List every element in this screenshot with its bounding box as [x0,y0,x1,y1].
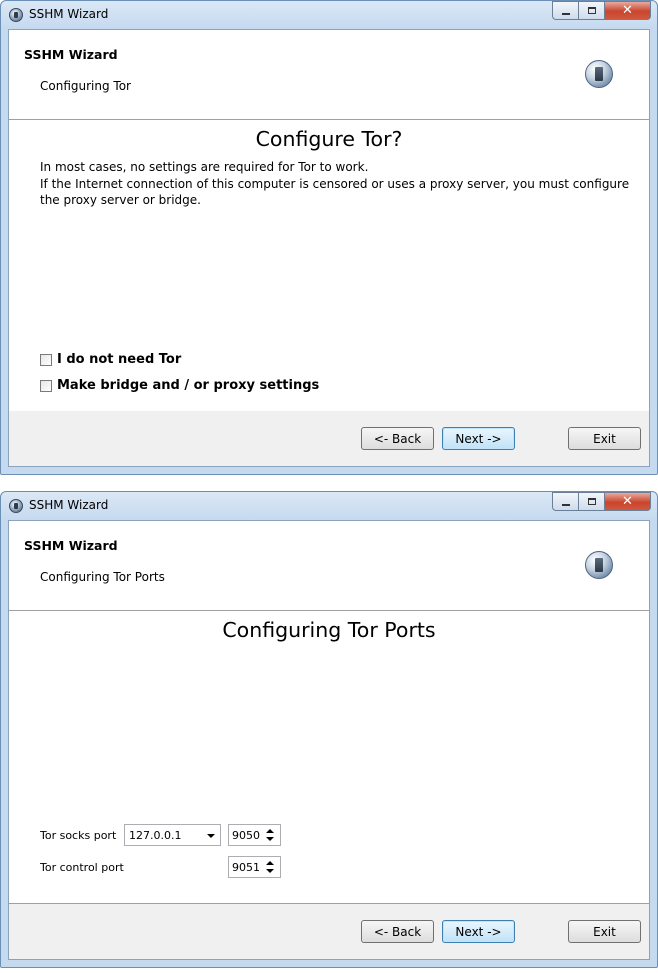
minimize-button[interactable] [552,492,579,511]
app-icon[interactable] [9,499,23,513]
title-bar[interactable] [1,1,657,29]
bridge-proxy-checkbox-row[interactable] [40,378,319,393]
wizard-client-area [8,29,650,467]
bridge-proxy-checkbox[interactable] [40,380,52,392]
minimize-button[interactable] [552,1,579,20]
wizard-header [9,30,649,120]
maximize-icon [588,498,596,505]
description-line: the proxy server or bridge. [40,193,201,207]
description-line: In most cases, no settings are required for Tor to work. [40,160,369,174]
next-button[interactable]: Next -> [442,427,515,450]
wizard-window-tor-ports [0,491,658,968]
maximize-icon [588,7,596,14]
next-button[interactable]: Next -> [442,920,515,943]
socks-address-value: 127.0.0.1 [129,829,182,842]
page-heading: Configure Tor? [255,127,403,151]
spin-down-icon[interactable] [266,869,274,873]
no-tor-checkbox[interactable] [40,354,52,366]
back-button[interactable]: <- Back [361,920,434,943]
spin-up-icon[interactable] [266,861,274,865]
close-button[interactable] [605,492,651,511]
title-bar[interactable] [1,492,657,520]
header-title: SSHM Wizard [24,538,118,553]
header-subtitle: Configuring Tor Ports [40,570,165,584]
wizard-client-area [8,520,650,960]
exit-button[interactable]: Exit [568,427,641,450]
minimize-icon [562,504,570,506]
minimize-icon [562,13,570,15]
window-controls [552,492,651,511]
close-icon: ✕ [622,494,633,509]
control-port-value: 9051 [232,861,260,874]
socks-address-dropdown[interactable] [124,824,221,846]
window-title: SSHM Wizard [29,7,109,21]
control-port-label: Tor control port [40,861,124,874]
spin-down-icon[interactable] [266,837,274,841]
socks-port-value: 9050 [232,829,260,842]
wizard-footer [9,904,649,959]
maximize-button[interactable] [579,492,605,511]
header-title: SSHM Wizard [24,47,118,62]
app-icon[interactable] [9,8,23,22]
window-title: SSHM Wizard [29,498,109,512]
wizard-footer [9,411,649,466]
header-subtitle: Configuring Tor [40,79,131,93]
no-tor-checkbox-row[interactable] [40,352,181,367]
wizard-header [9,521,649,611]
window-controls [552,1,651,20]
socks-port-spinbox[interactable] [228,824,281,846]
bridge-proxy-checkbox-label[interactable]: Make bridge and / or proxy settings [57,378,320,393]
control-port-spinbox[interactable] [228,856,281,878]
description [40,159,630,209]
dropdown-arrow-icon[interactable] [207,834,215,838]
wizard-page [9,611,649,904]
no-tor-checkbox-label[interactable]: I do not need Tor [57,352,182,367]
maximize-button[interactable] [579,1,605,20]
wizard-door-icon [585,60,613,88]
spin-up-icon[interactable] [266,829,274,833]
description-line: If the Internet connection of this computer is censored or uses a proxy server, you must configure [40,176,630,191]
close-button[interactable] [605,1,651,20]
wizard-page [9,120,649,413]
page-heading: Configuring Tor Ports [222,618,436,642]
socks-port-label: Tor socks port [40,829,117,842]
wizard-door-icon [585,551,613,579]
close-icon: ✕ [622,3,633,18]
exit-button[interactable]: Exit [568,920,641,943]
wizard-window-configure-tor [0,0,658,475]
back-button[interactable]: <- Back [361,427,434,450]
